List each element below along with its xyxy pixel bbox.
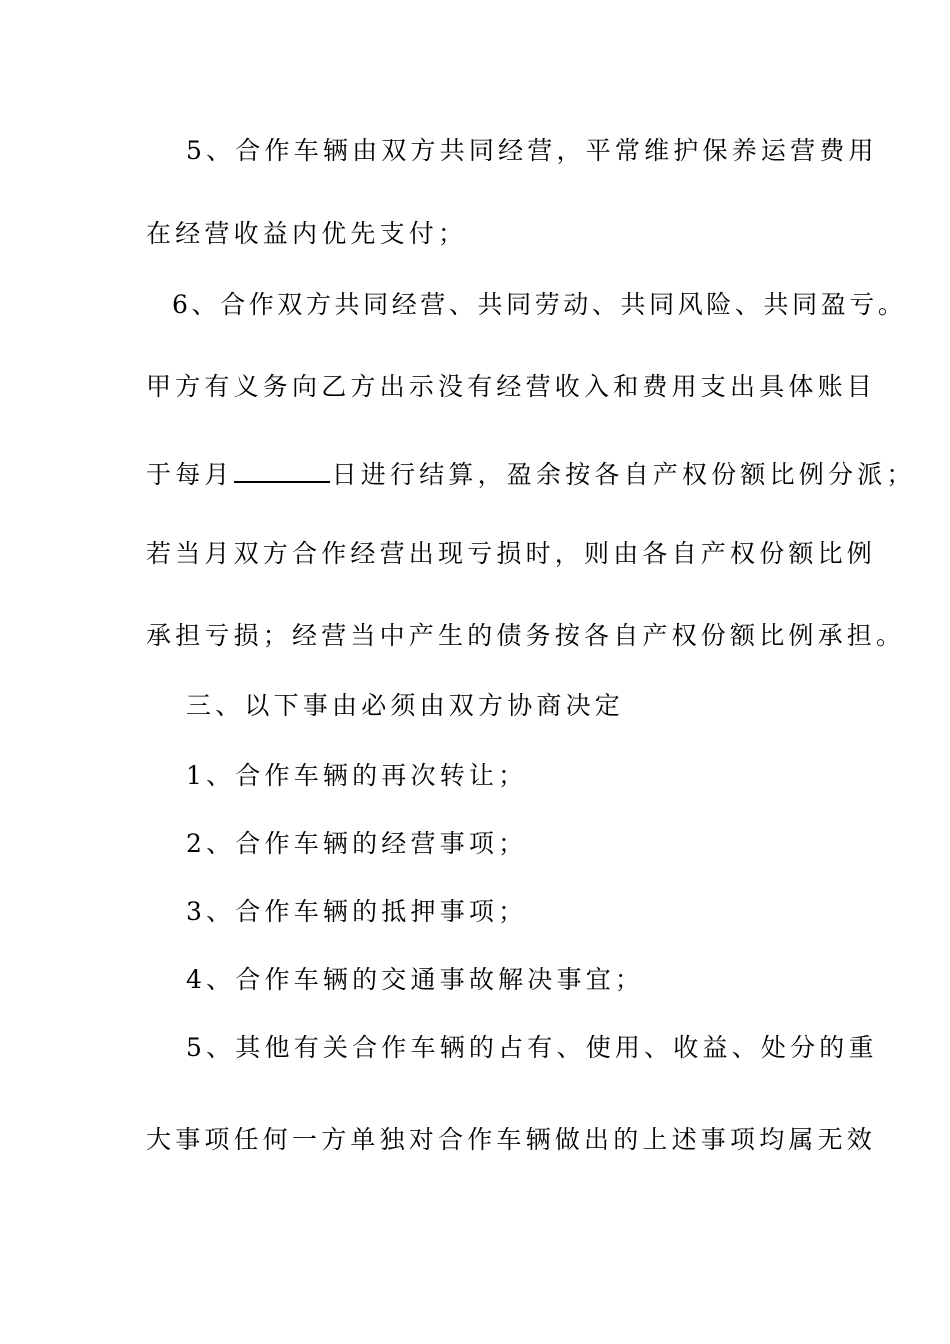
paragraph-line: 大事项任何一方单独对合作车辆做出的上述事项均属无效 xyxy=(146,1125,877,1154)
paragraph-line: 6、合作双方共同经营、共同劳动、共同风险、共同盈亏。 xyxy=(172,290,907,319)
fill-in-blank xyxy=(234,454,330,483)
line-text-end: 日进行结算，盈余按各自产权份额比例分派； xyxy=(331,460,916,489)
paragraph-line xyxy=(146,454,916,491)
list-item: 3、合作车辆的抵押事项； xyxy=(186,897,528,926)
paragraph-line: 在经营收益内优先支付； xyxy=(146,219,468,248)
paragraph-line: 甲方有义务向乙方出示没有经营收入和费用支出具体账目 xyxy=(146,372,877,401)
line-text-start: 于每月 xyxy=(146,460,234,489)
list-item: 1、合作车辆的再次转让； xyxy=(186,761,528,790)
list-item: 4、合作车辆的交通事故解决事宜； xyxy=(186,965,645,994)
paragraph-line: 若当月双方合作经营出现亏损时，则由各自产权份额比例 xyxy=(146,539,877,568)
section-heading: 三、以下事由必须由双方协商决定 xyxy=(186,691,625,720)
list-item: 2、合作车辆的经营事项； xyxy=(186,829,528,858)
paragraph-line: 5、合作车辆由双方共同经营，平常维护保养运营费用 xyxy=(186,136,878,165)
list-item: 5、其他有关合作车辆的占有、使用、收益、处分的重 xyxy=(186,1033,878,1062)
paragraph-line: 承担亏损；经营当中产生的债务按各自产权份额比例承担。 xyxy=(146,621,906,650)
